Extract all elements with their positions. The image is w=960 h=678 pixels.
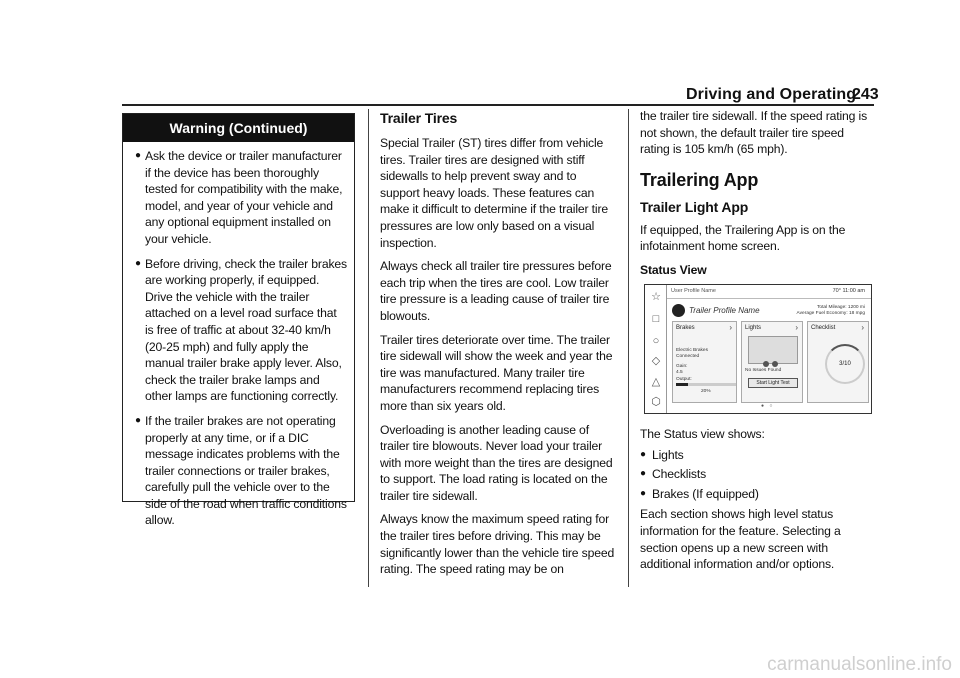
paragraph: Always know the maximum speed rating for the trailer tires before driving. This may be significantly lower than the vehicle tire speed rating. The speed rating may be on xyxy=(380,512,615,577)
chevron-right-icon: › xyxy=(729,323,732,332)
user-profile-name: User Profile Name xyxy=(671,288,716,294)
checklist-card[interactable] xyxy=(807,321,869,403)
section-heading: Trailer Tires xyxy=(380,110,458,126)
paragraph: Always check all trailer tire pressures before each trip when the tires are cool. Low trailer tire pressure is a leading cause of trailer tire blowouts. xyxy=(380,259,612,323)
warning-list xyxy=(123,142,354,529)
column-divider xyxy=(368,109,369,587)
gain-readout: Gain: 4.5 xyxy=(676,364,688,375)
list-item: ● Brakes (If equipped) xyxy=(640,486,759,501)
bullet-icon: ● xyxy=(135,257,141,269)
divider xyxy=(667,298,871,299)
trip-stats xyxy=(797,305,865,317)
paragraph: Overloading is another leading cause of trailer tire blowouts. Never load your trailer with more weight than the tires are designed to support. The load rating is located on the trailer tire sidewall. xyxy=(380,422,613,503)
lights-card[interactable] xyxy=(741,321,803,403)
list-item: ● If the trailer brakes are not operating properly at any time, or if a DIC message indicates problems with the trailer connections or trailer brakes, carefully pull the vehicle over to the side of the road when traffic conditions allow. xyxy=(135,413,347,528)
wheel-icon xyxy=(772,361,778,367)
list-item: ● Before driving, check the trailer brakes are working properly, if equipped. Drive the vehicle with the trailer attached on a level road surface that is free of traffic at about 32-40 km/h (20-25 mph) and fully apply the manual trailer brake apply lever. Also, check the trailer brake lamps and other lamps are functioning correctly. xyxy=(135,256,347,404)
list-item: ● Ask the device or trailer manufacturer if the device has been thoroughly tested for compatibility with the make, model, and year of your vehicle and any optional equipment installed on your vehicle. xyxy=(135,149,343,246)
paragraph: Special Trailer (ST) tires differ from vehicle tires. Trailer tires are designed with stiff sidewalls to help prevent sway and to support heavy loads. These features can make it difficult to determine if the trailer tire pressures are low only based on a visual inspection. xyxy=(380,136,608,250)
list-item: ● Checklists xyxy=(640,467,707,482)
square-icon: □ xyxy=(652,313,660,325)
paragraph: The Status view shows: xyxy=(640,427,765,441)
bullet-icon: ● xyxy=(640,448,646,460)
chevron-right-icon: › xyxy=(795,323,798,332)
trailer-profile-name: Trailer Profile Name xyxy=(689,306,760,315)
status-readout: 70° 11:00 am xyxy=(832,288,865,294)
infotainment-screen xyxy=(644,284,872,414)
screen-side-rail xyxy=(645,285,667,413)
card-title: Checklist xyxy=(811,325,836,331)
trailer-tires-section xyxy=(380,110,616,585)
lights-status: No Issues Found xyxy=(745,368,782,373)
bullet-icon: ● xyxy=(640,487,646,499)
trailer-profile-logo xyxy=(672,304,685,317)
list-item: ● Lights xyxy=(640,447,684,462)
output-bar xyxy=(676,383,736,386)
diamond-icon: ◇ xyxy=(651,355,661,367)
column-divider xyxy=(628,109,629,587)
chevron-right-icon: › xyxy=(861,323,864,332)
start-light-test-button[interactable]: Start Light Test xyxy=(748,378,798,388)
section-title: Driving and Operating xyxy=(686,86,857,103)
bullet-icon: ● xyxy=(135,414,141,426)
brake-status: Electric Brakes Connected xyxy=(676,348,708,359)
card-title: Lights xyxy=(745,325,762,331)
status-list xyxy=(640,447,876,503)
checklist-progress-ring: 3/10 xyxy=(825,344,865,384)
trailering-app-section xyxy=(640,108,876,287)
output-label: Output: xyxy=(676,377,692,382)
average-fuel-economy: Average Fuel Economy: 18 mpg xyxy=(796,311,865,316)
trailer-image xyxy=(748,336,798,364)
total-mileage: Total Mileage: 1200 mi xyxy=(817,305,865,310)
page-number: 243 xyxy=(852,86,879,103)
output-value: 20% xyxy=(701,389,711,394)
subsection-heading: Trailer Light App xyxy=(640,198,749,215)
triangle-icon: △ xyxy=(651,376,661,388)
circle-icon: ○ xyxy=(652,335,660,347)
wheel-icon xyxy=(763,361,769,367)
card-title: Brakes xyxy=(676,325,695,331)
brakes-card[interactable] xyxy=(672,321,737,403)
paragraph: the trailer tire sidewall. If the speed rating is not shown, the default trailer tire speed rating is 105 km/h (65 mph). xyxy=(640,109,868,157)
page-indicator: ● ○ xyxy=(761,403,775,409)
warning-title: Warning (Continued) xyxy=(123,114,354,142)
section-heading: Trailering App xyxy=(640,169,759,190)
status-view-description xyxy=(640,426,876,580)
warning-box xyxy=(122,113,355,528)
paragraph: Each section shows high level status information for the feature. Selecting a section opens up a new screen with additional information and/or options. xyxy=(640,507,841,572)
watermark: carmanualsonline.info xyxy=(767,654,952,675)
paragraph: Trailer tires deteriorate over time. The trailer tire sidewall will show the week and year the tire was manufactured. Many trailer tire manufacturers recommend replacing tires more than six years old. xyxy=(380,332,613,413)
hexagon-icon: ⬡ xyxy=(651,396,661,408)
bullet-icon: ● xyxy=(135,150,141,161)
paragraph: If equipped, the Trailering App is on the infotainment home screen. xyxy=(640,222,846,254)
output-bar-fill xyxy=(676,383,688,386)
bullet-icon: ● xyxy=(640,468,646,480)
status-view-label: Status View xyxy=(640,262,707,277)
header-rule xyxy=(122,104,874,106)
star-icon: ☆ xyxy=(651,291,661,303)
